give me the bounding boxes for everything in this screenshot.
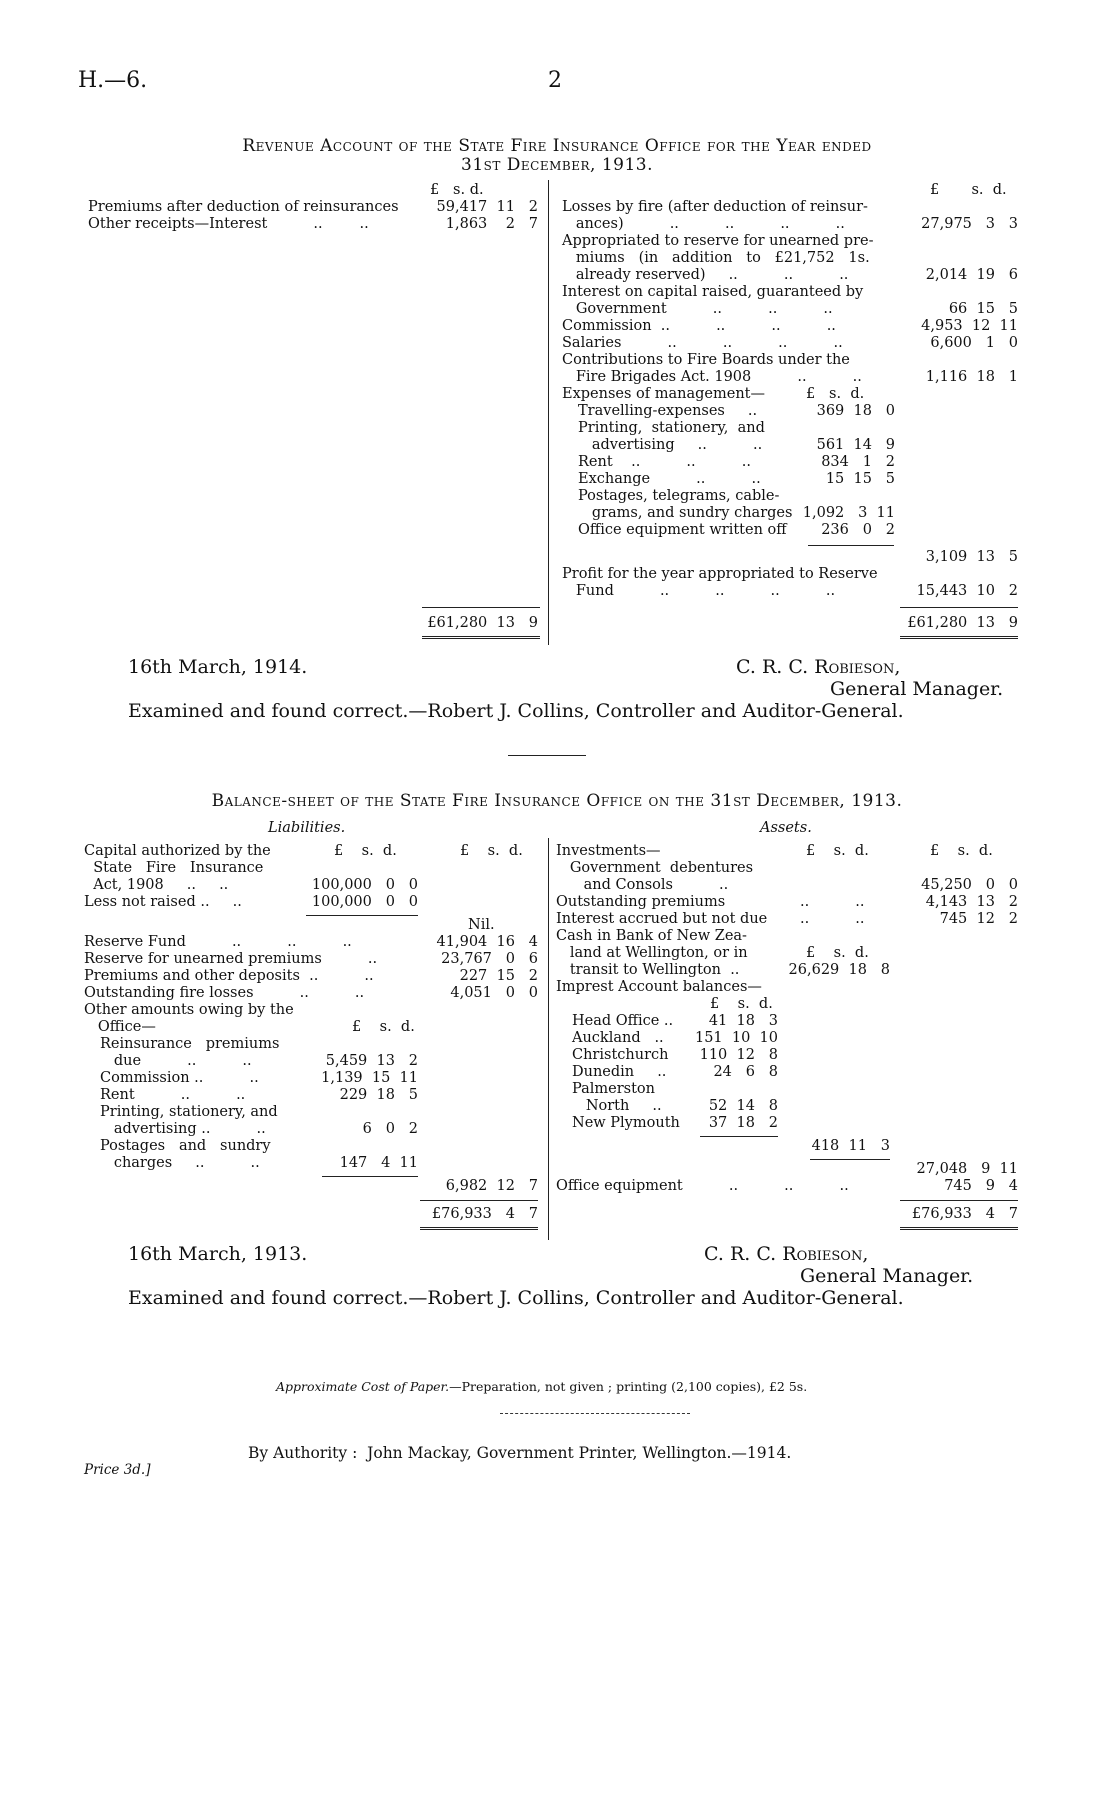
imprest-label-4: Palmerston [572,1081,655,1097]
management-amount-3: 834 1 2 [821,454,895,470]
asset-label-8: Imprest Account balances— [556,979,762,995]
asset-col1-currency: £ s. d. [806,843,869,859]
revenue-right-amount-7: 4,953 12 11 [921,318,1018,334]
revenue-signatory: C. R. C. Robieson, [736,656,901,678]
document-reference: H.—6. [78,68,148,93]
management-currency: £ s. d. [806,386,865,402]
liab-col1-currency: £ s. d. [334,843,397,859]
section-separator [508,755,586,756]
asset-double-rule [900,1227,1018,1233]
owing-label-3: Rent .. .. [100,1087,246,1103]
revenue-left-total: £61,280 13 9 [427,615,538,631]
revenue-right-label-2: Appropriated to reserve for unearned pre- [562,233,874,249]
revenue-right-amount-10: 1,116 18 1 [925,369,1018,385]
revenue-examined: Examined and found correct.—Robert J. Collins, Controller and Auditor-General. [128,700,904,722]
asset-label-4: Interest accrued but not due [556,911,768,927]
asset-label-2: and Consols .. [556,877,729,893]
revenue-date: 16th March, 1914. [128,656,308,678]
imprest-amount-1: 151 10 10 [694,1030,778,1046]
owing-label-1: due .. .. [100,1053,252,1069]
cash-total: 27,048 9 11 [916,1161,1018,1177]
liab-label-1: Reserve for unearned premiums .. [84,951,378,967]
management-amount-0: 369 18 0 [816,403,895,419]
management-label-5: Postages, telegrams, cable- [578,488,780,504]
revenue-left-label-1: Other receipts—Interest .. .. [88,216,369,232]
capital-rule [306,915,418,916]
imprest-total: 418 11 3 [811,1138,890,1154]
assets-heading: Assets. [760,820,812,836]
management-amount-4: 15 15 5 [825,471,895,487]
revenue-title-line1: Revenue Account of the State Fire Insurance Office for the Year ended [242,136,872,156]
revenue-right-label-1: ances) .. .. .. .. [562,216,845,232]
revenue-column-divider [548,180,549,645]
revenue-right-label-5: Interest on capital raised, guaranteed by [562,284,864,300]
liab-amount-0: 41,904 16 4 [436,934,538,950]
management-amount-6: 1,092 3 11 [802,505,895,521]
management-label-0: Travelling-expenses .. [578,403,758,419]
capital-amount-2: 100,000 0 0 [311,877,418,893]
asset-label-1: Government debentures [556,860,754,876]
imprest-amount-5: 52 14 8 [708,1098,778,1114]
capital-amount-3: 100,000 0 0 [311,894,418,910]
office-equipment-amount: 745 9 4 [944,1178,1018,1194]
imprest-amount-2: 110 12 8 [699,1047,778,1063]
imprest-amount-6: 37 18 2 [708,1115,778,1131]
authority-line: By Authority : John Mackay, Government Printer, Wellington.—1914. [248,1444,792,1462]
revenue-left-currency: £ s. d. [430,182,484,198]
imprest-rule [700,1136,778,1137]
footer-rule [500,1413,690,1414]
capital-label-1: State Fire Insurance [84,860,264,876]
owing-label-2: Commission .. .. [100,1070,259,1086]
asset-amount-2: 45,250 0 0 [921,877,1018,893]
management-total: 3,109 13 5 [925,549,1018,565]
revenue-left-double-rule [422,636,540,642]
management-label-2: advertising .. .. [578,437,763,453]
revenue-right-total: £61,280 13 9 [907,615,1018,631]
asset-dots-3: .. .. [800,894,865,910]
revenue-right-label-7: Commission .. .. .. .. [562,318,836,334]
imprest-amount-0: 41 18 3 [708,1013,778,1029]
imprest-label-6: New Plymouth [572,1115,680,1131]
asset-amount-3: 4,143 13 2 [925,894,1018,910]
asset-dots-4: .. .. [800,911,865,927]
office-equipment-label: Office equipment .. .. .. [556,1178,849,1194]
management-label-3: Rent .. .. .. [578,454,751,470]
imprest-label-0: Head Office .. [572,1013,674,1029]
revenue-right-amount-8: 6,600 1 0 [930,335,1018,351]
revenue-right-label-4: already reserved) .. .. .. [562,267,849,283]
capital-label-0: Capital authorized by the [84,843,271,859]
imprest-label-2: Christchurch [572,1047,669,1063]
revenue-right-label-3: miums (in addition to £21,752 1s. [562,250,870,266]
liab-label-2: Premiums and other deposits .. .. [84,968,374,984]
management-subtotal-rule [808,545,894,546]
asset-amount-7: 26,629 18 8 [788,962,890,978]
cost-text: —Preparation, not given ; printing (2,100 copies), £2 5s. [449,1379,808,1394]
owing-amount-3: 229 18 5 [339,1087,418,1103]
imprest-label-3: Dunedin .. [572,1064,667,1080]
asset-label-6: land at Wellington, or in [556,945,748,961]
owing-amount-5: 6 0 2 [362,1121,418,1137]
revenue-right-label-8: Salaries .. .. .. .. [562,335,843,351]
revenue-right-label-9: Contributions to Fire Boards under the [562,352,850,368]
revenue-right-double-rule [900,636,1018,642]
asset-amount-4: 745 12 2 [939,911,1018,927]
management-label-1: Printing, stationery, and [578,420,765,436]
revenue-right-currency: £ s. d. [930,182,1007,198]
owing-amount-7: 147 4 11 [339,1155,418,1171]
owing-label-6: Postages and sundry [100,1138,271,1154]
revenue-left-amount-0: 59,417 11 2 [436,199,538,215]
owing-label-4: Printing, stationery, and [100,1104,278,1120]
asset-col2-currency: £ s. d. [930,843,993,859]
revenue-left-amount-1: 1,863 2 7 [445,216,538,232]
asset-label-7: transit to Wellington .. [556,962,740,978]
imprest-currency: £ s. d. [710,996,773,1012]
profit-amount: 15,443 10 2 [916,583,1018,599]
revenue-right-amount-4: 2,014 19 6 [925,267,1018,283]
owing-amount-2: 1,139 15 11 [321,1070,418,1086]
revenue-right-amount-1: 27,975 3 3 [921,216,1018,232]
management-amount-2: 561 14 9 [816,437,895,453]
revenue-signatory-title: General Manager. [830,678,1004,700]
liab-label-3: Outstanding fire losses .. .. [84,985,365,1001]
owing-amount-1: 5,459 13 2 [325,1053,418,1069]
cash-currency: £ s. d. [806,945,869,961]
liab-label-0: Reserve Fund .. .. .. [84,934,352,950]
cost-label: Approximate Cost of Paper. [275,1379,450,1394]
revenue-right-label-10: Fire Brigades Act. 1908 .. .. [562,369,862,385]
revenue-right-label-11: Expenses of management— [562,386,765,402]
revenue-right-amount-6: 66 15 5 [948,301,1018,317]
imprest-label-5: North .. [572,1098,662,1114]
capital-label-3: Less not raised .. .. [84,894,242,910]
owing-rule [322,1176,418,1177]
balance-signatory: C. R. C. Robieson, [704,1243,869,1265]
imprest-amount-3: 24 6 8 [713,1064,778,1080]
revenue-right-label-0: Losses by fire (after deduction of reinsur- [562,199,868,215]
revenue-title-line2: 31st December, 1913. [461,155,653,175]
liab-total-rule [420,1200,538,1201]
profit-label-2: Fund .. .. .. .. [562,583,836,599]
capital-label-2: Act, 1908 .. .. [84,877,229,893]
owing-label-7: charges .. .. [100,1155,260,1171]
management-label-7: Office equipment written off [578,522,787,538]
balance-signatory-title: General Manager. [800,1265,974,1287]
liab-double-rule [420,1227,538,1233]
management-label-6: grams, and sundry charges [578,505,793,521]
balance-column-divider [548,838,549,1240]
page-number: 2 [548,68,562,93]
liabilities-heading: Liabilities. [268,820,346,836]
capital-total: Nil. [468,917,495,933]
revenue-left-label-0: Premiums after deduction of reinsurances [88,199,399,215]
management-label-4: Exchange .. .. [578,471,761,487]
imprest-label-1: Auckland .. [572,1030,664,1046]
liab-label-4: Other amounts owing by the [84,1002,294,1018]
liab-total: £76,933 4 7 [431,1206,538,1222]
price-note: Price 3d.] [84,1462,151,1478]
liab-col2-currency: £ s. d. [460,843,523,859]
owing-currency: £ s. d. [352,1019,415,1035]
profit-label-1: Profit for the year appropriated to Reserve [562,566,878,582]
balance-title: Balance-sheet of the State Fire Insurance Office on the 31st December, 1913. [211,791,903,811]
revenue-right-total-rule [900,607,1018,608]
owing-label-0: Reinsurance premiums [100,1036,280,1052]
revenue-right-label-6: Government .. .. .. [562,301,833,317]
asset-label-3: Outstanding premiums [556,894,726,910]
management-amount-7: 236 0 2 [821,522,895,538]
liab-amount-1: 23,767 0 6 [441,951,538,967]
revenue-left-total-rule [422,607,540,608]
asset-label-0: Investments— [556,843,661,859]
asset-total-rule [900,1200,1018,1201]
liab-amount-3: 4,051 0 0 [450,985,538,1001]
balance-examined: Examined and found correct.—Robert J. Collins, Controller and Auditor-General. [128,1287,904,1309]
cash-rule [810,1159,890,1160]
liab-amount-2: 227 15 2 [459,968,538,984]
liab-label-5: Office— [84,1019,156,1035]
balance-date: 16th March, 1913. [128,1243,308,1265]
owing-label-5: advertising .. .. [100,1121,266,1137]
cost-note [268,1364,807,1394]
asset-label-5: Cash in Bank of New Zea- [556,928,747,944]
owing-total: 6,982 12 7 [445,1178,538,1194]
asset-total: £76,933 4 7 [911,1206,1018,1222]
